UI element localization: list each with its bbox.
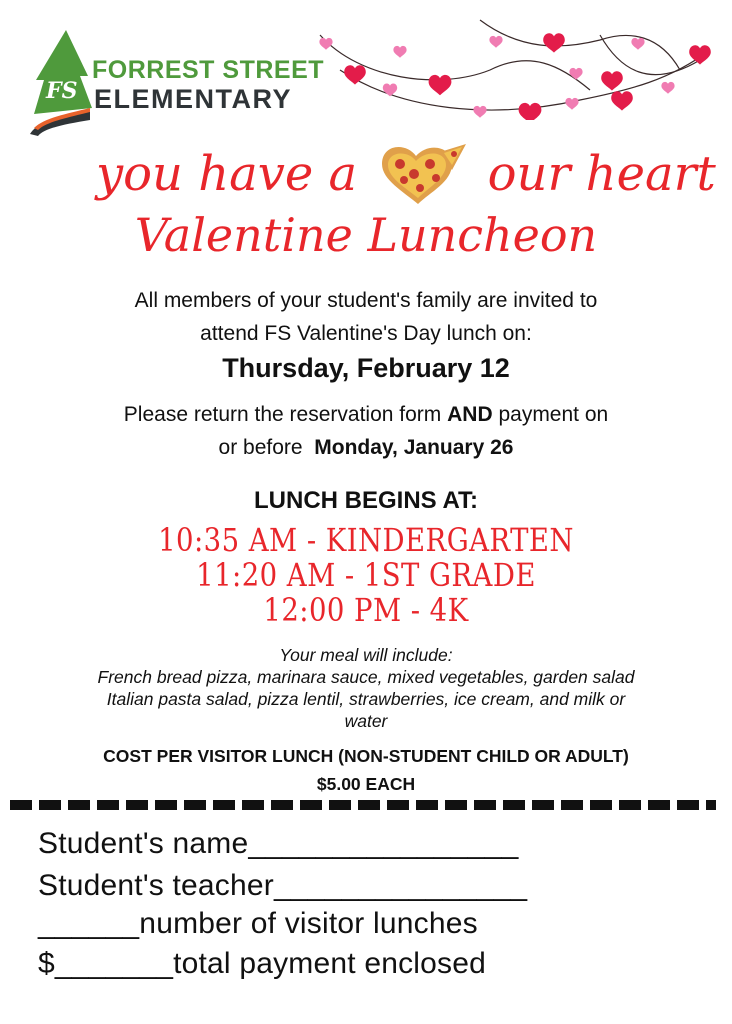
heart-icon	[429, 75, 452, 95]
schedule-time-kindergarten: 10:35 AM - KINDERGARTEN	[158, 521, 574, 559]
heart-icon	[601, 71, 623, 90]
heart-icon	[611, 91, 633, 110]
pepperoni	[395, 159, 405, 169]
menu-line-1: French bread pizza, marinara sauce, mixed vegetables, garden salad	[97, 667, 635, 687]
heart-icon	[631, 38, 644, 50]
schedule-heading: LUNCH BEGINS AT:	[254, 487, 478, 514]
deadline-date: Monday, January 26	[314, 436, 514, 459]
event-date: Thursday, February 12	[222, 353, 510, 383]
form-student-teacher-field[interactable]: Student's teacher_______________	[38, 869, 528, 902]
invitation-line-2: attend FS Valentine's Day lunch on:	[200, 322, 532, 345]
heart-icon	[569, 68, 582, 80]
hearts-garland	[300, 10, 720, 120]
school-name-line-2: ELEMENTARY	[94, 84, 293, 114]
heart-icon	[383, 84, 397, 97]
school-name-line-1: FORREST STREET	[92, 56, 325, 84]
pepperoni	[416, 184, 424, 192]
pepperoni	[409, 169, 419, 179]
pizza-heart-icon	[376, 142, 468, 206]
menu-intro: Your meal will include:	[279, 645, 453, 665]
garland-string-2	[340, 50, 710, 110]
invitation-line-1: All members of your student's family are invited to	[134, 289, 598, 312]
deadline-emphasis: AND	[447, 403, 493, 426]
form-student-name-field[interactable]: Student's name________________	[38, 827, 519, 860]
cost-amount: $5.00 EACH	[316, 774, 416, 794]
pepperoni	[400, 176, 408, 184]
schedule-time-1st-grade: 11:20 AM - 1ST GRADE	[196, 556, 536, 594]
deadline-line-1	[0, 398, 732, 432]
logo-monogram: FS	[46, 78, 78, 104]
schedule-time-4k: 12:00 PM - 4K	[263, 591, 469, 629]
heart-icon	[565, 98, 578, 110]
headline-text-end: our heart	[487, 146, 716, 202]
pepperoni	[432, 174, 440, 182]
form-total-payment-field[interactable]: $_______total payment enclosed	[38, 947, 487, 980]
heart-icon	[344, 65, 366, 84]
headline-text-start: you have a	[96, 146, 358, 202]
pepperoni	[451, 151, 457, 157]
form-visitor-lunches-field[interactable]: ______number of visitor lunches	[38, 907, 478, 940]
menu-line-3: water	[344, 711, 388, 731]
school-logo-tree-icon	[26, 28, 92, 138]
cost-description: COST PER VISITOR LUNCH (NON-STUDENT CHILD OR ADULT)	[103, 746, 629, 766]
heart-icon	[393, 46, 406, 58]
heart-icon	[519, 103, 542, 120]
headline-line-2: Valentine Luncheon	[134, 208, 598, 262]
heart-icon	[489, 36, 502, 48]
heart-icon	[319, 38, 332, 50]
deadline-text-pre-2: or before	[218, 436, 309, 459]
heart-icon	[661, 82, 674, 94]
pepperoni	[425, 159, 435, 169]
cut-here-dashed-line	[10, 800, 716, 810]
deadline-line-2	[0, 431, 732, 465]
heart-icon	[473, 106, 486, 118]
headline-line-1	[96, 142, 716, 206]
heart-icon	[543, 33, 565, 52]
deadline-text-post: payment on	[492, 403, 609, 426]
menu-line-2: Italian pasta salad, pizza lentil, strawberries, ice cream, and milk or	[106, 689, 626, 709]
deadline-text-pre: Please return the reservation form	[123, 403, 448, 426]
